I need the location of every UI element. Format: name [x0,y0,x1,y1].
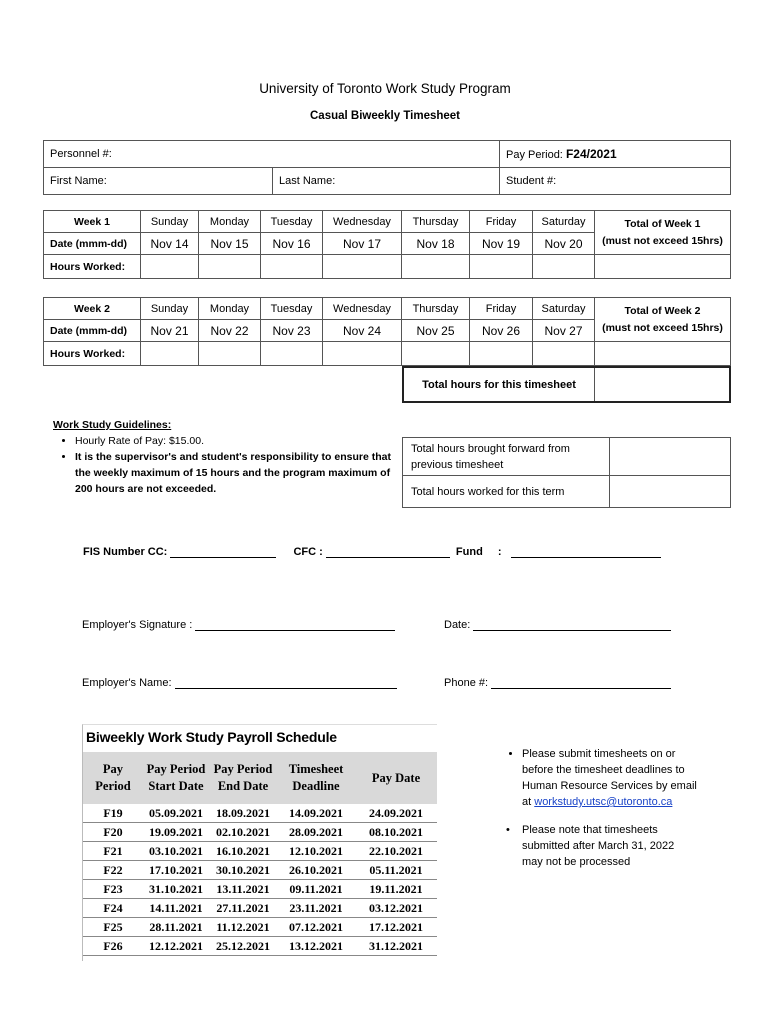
day-header: Friday [470,298,533,320]
week-2-table [43,297,731,366]
schedule-header-cell: Pay Date [355,752,437,804]
last-name-field[interactable]: Last Name: [273,168,500,195]
day-header: Saturday [533,211,595,233]
timesheet-total-table [402,366,731,403]
day-header: Monday [199,211,261,233]
schedule-cell: 05.11.2021 [355,861,437,880]
phone-field[interactable] [491,676,671,689]
schedule-cell: 31.10.2021 [143,880,209,899]
schedule-cell: 05.09.2021 [143,804,209,823]
day-header: Tuesday [261,298,323,320]
week-2-total-cell[interactable] [595,342,731,366]
schedule-cell: 08.10.2021 [355,823,437,842]
term-totals-table [402,437,731,508]
date-cell: Nov 20 [533,233,595,255]
signature-date-line: Date: [444,618,671,631]
day-header: Wednesday [323,298,402,320]
hours-input-cell[interactable] [261,255,323,279]
schedule-cell: F26 [83,937,143,956]
day-header: Thursday [402,298,470,320]
schedule-cell: 13.12.2021 [277,937,355,956]
fund-field[interactable] [511,545,661,558]
student-number-field[interactable]: Student #: [500,168,731,195]
submission-notes [498,746,698,870]
schedule-cell: 19.11.2021 [355,880,437,899]
schedule-cell: 25.12.2021 [209,937,277,956]
date-cell: Nov 18 [402,233,470,255]
schedule-row [83,880,437,899]
brought-forward-input[interactable] [610,438,731,476]
schedule-header-cell: Pay Period Start Date [143,752,209,804]
pay-period-value: F24/2021 [565,147,617,161]
schedule-cell: 22.10.2021 [355,842,437,861]
schedule-cell: F24 [83,899,143,918]
schedule-cell: 17.12.2021 [355,918,437,937]
schedule-cell: 19.09.2021 [143,823,209,842]
schedule-cell: F25 [83,918,143,937]
schedule-cell: F22 [83,861,143,880]
day-header: Friday [470,211,533,233]
schedule-cell: 12.12.2021 [143,937,209,956]
this-term-input[interactable] [610,476,731,508]
date-cell: Nov 25 [402,320,470,342]
schedule-cell: 12.10.2021 [277,842,355,861]
page-title: University of Toronto Work Study Program [259,81,511,96]
date-cell: Nov 23 [261,320,323,342]
schedule-cell: 26.10.2021 [277,861,355,880]
schedule-row [83,899,437,918]
hours-input-cell[interactable] [323,342,402,366]
schedule-cell: 17.10.2021 [143,861,209,880]
schedule-cell: F19 [83,804,143,823]
page-subtitle: Casual Biweekly Timesheet [310,110,460,122]
schedule-cell: 07.12.2021 [277,918,355,937]
schedule-cell: F23 [83,880,143,899]
schedule-cell: 28.09.2021 [277,823,355,842]
schedule-row [83,918,437,937]
fis-number-line: FIS Number CC: CFC : Fund : [83,545,661,558]
hours-input-cell[interactable] [199,255,261,279]
schedule-table [83,752,437,956]
schedule-row [83,804,437,823]
date-cell: Nov 15 [199,233,261,255]
schedule-cell: 27.11.2021 [209,899,277,918]
payroll-schedule [82,724,437,961]
week-1-total-label: Total of Week 1 (must not exceed 15hrs) [595,211,731,255]
cfc-field[interactable] [326,545,450,558]
week-1-label: Week 1 [44,211,141,233]
personnel-number-field[interactable]: Personnel #: [44,141,500,168]
day-header: Sunday [141,211,199,233]
brought-forward-label: Total hours brought forward from previous timesheet [403,438,610,476]
date-cell: Nov 24 [323,320,402,342]
schedule-header-cell: Timesheet Deadline [277,752,355,804]
date-cell: Nov 16 [261,233,323,255]
guideline-item: • Hourly Rate of Pay: $15.00. [75,433,393,449]
date-label: Date (mmm-dd) [44,233,141,255]
schedule-cell: 30.10.2021 [209,861,277,880]
hours-input-cell[interactable] [533,342,595,366]
date-cell: Nov 26 [470,320,533,342]
employer-name-line: Employer's Name: [82,676,397,689]
schedule-cell: 18.09.2021 [209,804,277,823]
first-name-field[interactable]: First Name: [44,168,273,195]
day-header: Monday [199,298,261,320]
date-cell: Nov 14 [141,233,199,255]
schedule-cell: 09.11.2021 [277,880,355,899]
hours-input-cell[interactable] [402,255,470,279]
schedule-cell: F20 [83,823,143,842]
schedule-header-cell: Pay Period [83,752,143,804]
hours-input-cell[interactable] [141,255,199,279]
schedule-cell: 13.11.2021 [209,880,277,899]
hours-input-cell[interactable] [199,342,261,366]
schedule-cell: 23.11.2021 [277,899,355,918]
date-cell: Nov 22 [199,320,261,342]
signature-date-field[interactable] [473,618,671,631]
schedule-header-cell: Pay Period End Date [209,752,277,804]
schedule-row [83,842,437,861]
schedule-cell: 16.10.2021 [209,842,277,861]
week-2-total-label: Total of Week 2 (must not exceed 15hrs) [595,298,731,342]
day-header: Tuesday [261,211,323,233]
phone-line: Phone #: [444,676,671,689]
date-cell: Nov 17 [323,233,402,255]
schedule-title: Biweekly Work Study Payroll Schedule [86,729,337,745]
employer-signature-line: Employer's Signature : [82,618,395,631]
week-2-label: Week 2 [44,298,141,320]
hours-input-cell[interactable] [323,255,402,279]
hours-input-cell[interactable] [141,342,199,366]
schedule-cell: 11.12.2021 [209,918,277,937]
note-item: • Please submit timesheets on or before the timesheet deadlines to Human Resource Services by email at workstudy.utsc@utoronto.ca [522,746,698,810]
schedule-cell: 14.11.2021 [143,899,209,918]
schedule-cell: 14.09.2021 [277,804,355,823]
schedule-cell: F21 [83,842,143,861]
schedule-cell: 28.11.2021 [143,918,209,937]
employer-signature-field[interactable] [195,618,395,631]
schedule-row [83,937,437,956]
employer-name-field[interactable] [175,676,397,689]
schedule-cell: 03.12.2021 [355,899,437,918]
personnel-info-table [43,140,731,195]
day-header: Saturday [533,298,595,320]
schedule-row [83,861,437,880]
guidelines [53,417,393,497]
email-link[interactable]: workstudy.utsc@utoronto.ca [534,796,673,808]
day-header: Thursday [402,211,470,233]
hours-input-cell[interactable] [402,342,470,366]
guidelines-heading: Work Study Guidelines: [53,419,172,431]
date-label: Date (mmm-dd) [44,320,141,342]
timesheet-total-label: Total hours for this timesheet [403,367,595,402]
date-cell: Nov 27 [533,320,595,342]
hours-input-cell[interactable] [470,255,533,279]
schedule-cell: 02.10.2021 [209,823,277,842]
schedule-row [83,823,437,842]
hours-worked-label: Hours Worked: [44,342,141,366]
hours-input-cell[interactable] [470,342,533,366]
hours-worked-label: Hours Worked: [44,255,141,279]
week-1-table [43,210,731,279]
date-cell: Nov 21 [141,320,199,342]
note-item: • Please note that timesheets submitted after March 31, 2022 may not be processed [506,824,675,868]
date-cell: Nov 19 [470,233,533,255]
hours-input-cell[interactable] [533,255,595,279]
schedule-cell: 24.09.2021 [355,804,437,823]
fis-cc-field[interactable] [170,545,276,558]
week-1-total-cell[interactable] [595,255,731,279]
schedule-cell: 03.10.2021 [143,842,209,861]
guideline-item: • It is the supervisor's and student's responsibility to ensure that the weekly maximum of 15 hours and the program maximum of 200 hours are not exceeded. [75,449,393,497]
schedule-cell: 31.12.2021 [355,937,437,956]
day-header: Wednesday [323,211,402,233]
timesheet-total-input[interactable] [595,367,731,402]
day-header: Sunday [141,298,199,320]
pay-period-field[interactable]: Pay Period: F24/2021 [500,141,731,168]
hours-input-cell[interactable] [261,342,323,366]
this-term-label: Total hours worked for this term [403,476,610,508]
